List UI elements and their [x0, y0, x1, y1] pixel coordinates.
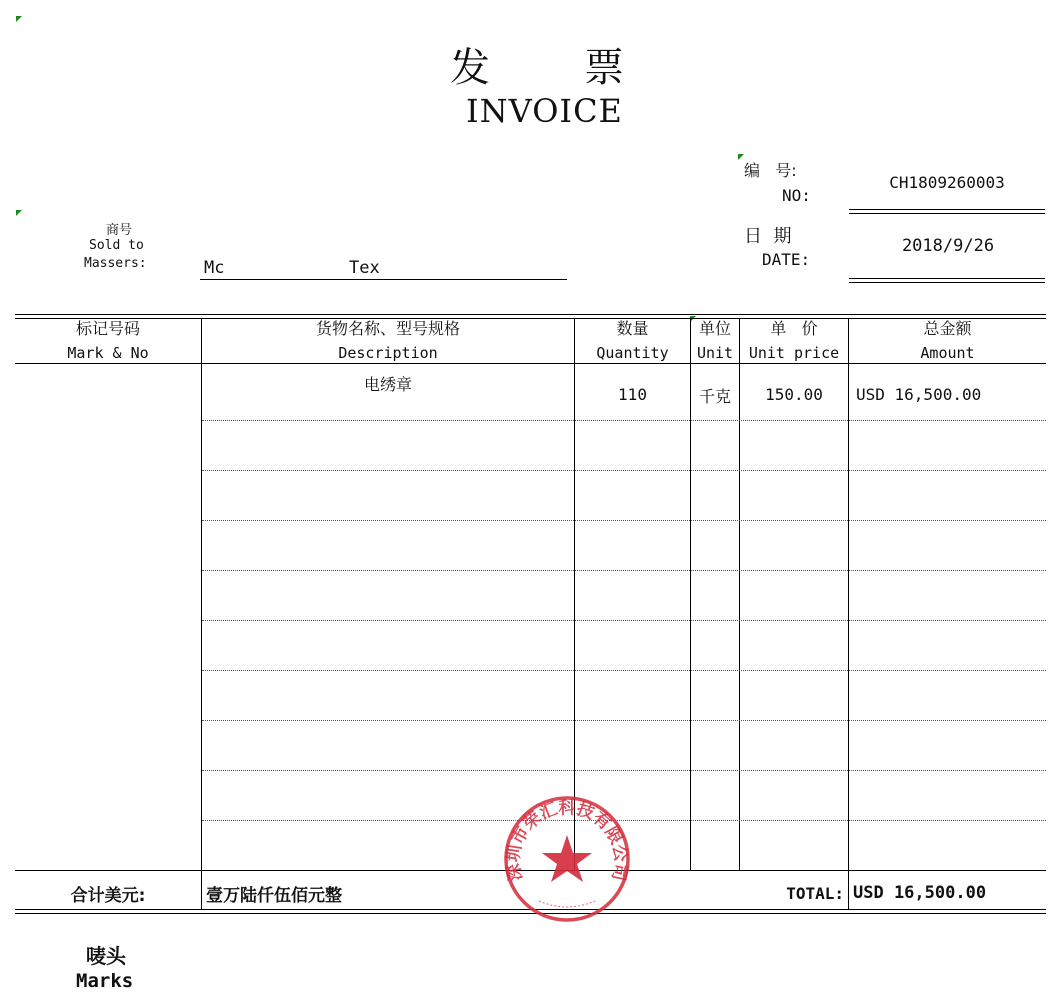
star-icon — [542, 835, 592, 882]
buyer-name-part2: Tex — [349, 258, 380, 278]
row-line — [202, 670, 1046, 671]
column-header-description: 货物名称、型号规格 Description — [315, 319, 460, 362]
col-divider — [848, 318, 849, 910]
comment-marker — [16, 210, 22, 216]
date-label-en: DATE: — [762, 250, 811, 269]
buyer-underline — [200, 279, 567, 280]
comment-marker — [16, 16, 22, 22]
row-line — [202, 570, 1046, 571]
sold-to-label-en: Sold to — [89, 238, 144, 253]
date-value: 2018/9/26 — [901, 236, 995, 256]
total-label-en: TOTAL: — [786, 884, 844, 903]
row-line — [202, 720, 1046, 721]
date-underline — [849, 278, 1045, 283]
row-line — [202, 520, 1046, 521]
item-unit: 千克 — [698, 387, 731, 406]
invoice-no-label-cn: 编 号: — [744, 161, 797, 180]
marks-label-en: Marks — [76, 970, 134, 992]
svg-text:深圳市荣汇科技有限公司: 深圳市荣汇科技有限公司 — [503, 798, 631, 883]
row-line — [202, 470, 1046, 471]
column-header-quantity: 数量 Quantity — [596, 319, 669, 362]
date-label-cn: 日 期 — [744, 226, 792, 247]
invoice-no-underline — [849, 209, 1045, 214]
invoice-no-value: CH1809260003 — [889, 173, 1005, 192]
item-description: 电绣章 — [363, 375, 412, 394]
row-line — [202, 620, 1046, 621]
column-header-unit-price: 单 价 Unit price — [748, 319, 840, 362]
invoice-title-cn: 发 票 — [450, 45, 624, 91]
column-header-amount: 总金额 Amount — [920, 319, 975, 362]
total-label-cn: 合计美元: — [70, 886, 146, 906]
amount-in-words: 壹万陆仟伍佰元整 — [206, 886, 342, 906]
row-line — [202, 770, 1046, 771]
total-value: USD 16,500.00 — [853, 883, 987, 903]
col-divider — [201, 318, 202, 910]
row-line — [202, 420, 1046, 421]
marks-label-cn: 唛头 — [86, 944, 126, 968]
company-seal — [503, 795, 631, 923]
sold-to-label-cn: 商号 — [106, 223, 133, 238]
item-quantity: 110 — [618, 385, 647, 404]
column-header-unit: 单位 Unit — [696, 319, 734, 362]
item-unit-price: 150.00 — [765, 385, 823, 404]
invoice-no-label-en: NO: — [782, 186, 811, 205]
item-amount: USD 16,500.00 — [856, 385, 982, 404]
column-header-mark: 标记号码 Mark & No — [67, 319, 149, 362]
buyer-name-part1: Mc — [204, 258, 225, 278]
invoice-title-en: INVOICE — [466, 92, 623, 130]
massers-label-en: Massers: — [84, 256, 147, 271]
